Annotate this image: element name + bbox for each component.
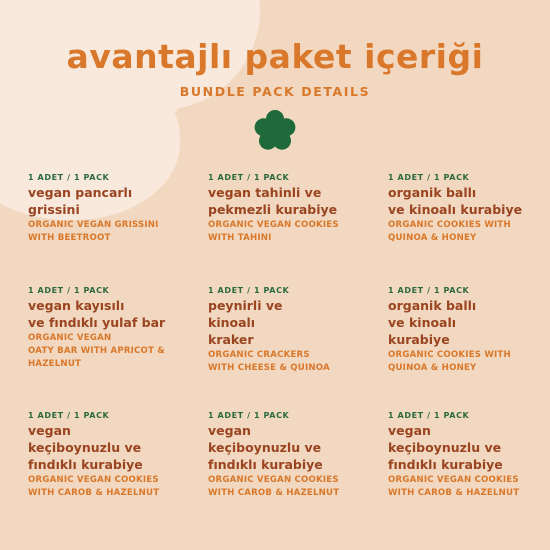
product-card [208,172,384,245]
product-name: vegan keçiboynuzlu ve fındıklı kurabiye [208,423,323,472]
product-name: vegan keçiboynuzlu ve fındıklı kurabiye [388,423,503,472]
product-card [208,285,384,375]
product-description: ORGANIC VEGAN COOKIES WITH CAROB & HAZELNUT [208,475,340,498]
product-description: ORGANIC VEGAN GRISSINI WITH BEETROOT [28,220,159,243]
product-card [388,172,550,245]
page-title: avantajlı paket içeriği [66,37,484,76]
product-grid [28,172,538,532]
product-description: ORGANIC VEGAN COOKIES WITH TAHINI [208,220,339,243]
product-quantity: 1 ADET / 1 PACK [388,173,470,182]
product-quantity: 1 ADET / 1 PACK [208,173,290,182]
product-description: ORGANIC VEGAN COOKIES WITH CAROB & HAZELNUT [28,475,160,498]
product-name: vegan pancarlı grissini [28,185,133,217]
product-card [28,410,204,500]
product-name: organik ballı ve kinoalı kurabiye [388,298,477,347]
product-description: ORGANIC VEGAN OATY BAR WITH APRICOT & HAZELNUT [28,333,165,369]
product-name: peynirli ve kinoalı kraker [208,298,283,347]
product-card [28,172,204,245]
page-subtitle: BUNDLE PACK DETAILS [179,84,371,99]
product-name: vegan tahinli ve pekmezli kurabiye [208,185,338,217]
product-description: ORGANIC COOKIES WITH QUINOA & HONEY [388,350,511,373]
header [0,38,550,99]
product-card [388,285,550,375]
product-description: ORGANIC CRACKERS WITH CHEESE & QUINOA [208,350,330,373]
product-quantity: 1 ADET / 1 PACK [28,173,110,182]
product-card [28,285,204,371]
product-quantity: 1 ADET / 1 PACK [28,286,110,295]
product-description: ORGANIC VEGAN COOKIES WITH CAROB & HAZELNUT [388,475,520,498]
product-quantity: 1 ADET / 1 PACK [208,286,290,295]
product-description: ORGANIC COOKIES WITH QUINOA & HONEY [388,220,511,243]
product-quantity: 1 ADET / 1 PACK [388,411,470,420]
product-name: vegan keçiboynuzlu ve fındıklı kurabiye [28,423,143,472]
product-name: organik ballı ve kinoalı kurabiye [388,185,523,217]
flower-icon [252,108,298,154]
product-quantity: 1 ADET / 1 PACK [28,411,110,420]
product-card [388,410,550,500]
product-card [208,410,384,500]
product-quantity: 1 ADET / 1 PACK [388,286,470,295]
product-name: vegan kayısılı ve fındıklı yulaf bar [28,298,166,330]
product-quantity: 1 ADET / 1 PACK [208,411,290,420]
